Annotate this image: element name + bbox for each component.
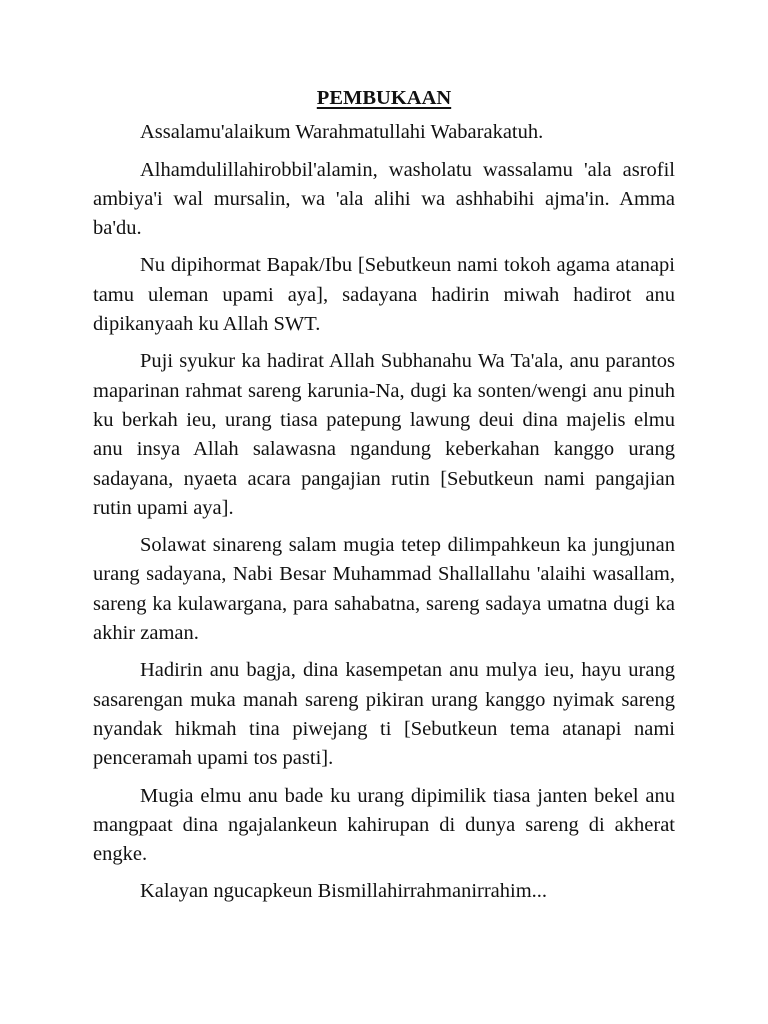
paragraph-bismillah: Kalayan ngucapkeun Bismillahirrahmanirrahim...	[140, 880, 548, 903]
document-title: PEMBUKAAN	[316, 87, 452, 109]
document-page	[93, 84, 675, 915]
paragraph-invitation: Hadirin anu bagja, dina kasempetan anu mulya ieu, hayu urang sasarengan muka manah sareng pikiran urang kanggo nyimak sareng nyandak hikmah tina piwejang ti [Sebutkeun tema atanapi nami penceramah upami tos pasti].	[93, 659, 675, 770]
paragraph-hamdalah: Alhamdulillahirobbil'alamin, washolatu wassalamu 'ala asrofil ambiya'i wal mursalin, wa 'ala alihi wa ashhabihi ajma'in. Amma ba'du.	[93, 158, 675, 240]
paragraph-prayer: Mugia elmu anu bade ku urang dipimilik tiasa janten bekel anu mangpaat dina ngajalankeun kahirupan di dunya sareng di akherat engke.	[93, 784, 675, 866]
paragraph-honorifics: Nu dipihormat Bapak/Ibu [Sebutkeun nami tokoh agama atanapi tamu uleman upami aya], sadayana hadirin miwah hadirot anu dipikanyaah ku Allah SWT.	[93, 254, 675, 336]
paragraph-salawat: Solawat sinareng salam mugia tetep dilimpahkeun ka jungjunan urang sadayana, Nabi Besar Muhammad Shallallahu 'alaihi wasallam, sareng ka kulawargana, para sahabatna, sareng sadaya umatna dugi ka akhir zaman.	[93, 534, 675, 645]
paragraph-gratitude: Puji syukur ka hadirat Allah Subhanahu Wa Ta'ala, anu parantos maparinan rahmat sareng karunia-Na, dugi ka sonten/wengi anu pinuh ku berkah ieu, urang tiasa patepung lawung deui dina majelis elmu anu insya Allah salawasna ngandung keberkahan kanggo urang sadayana, nyaeta acara pangajian rutin [Sebutkeun nami pangajian rutin upami aya].	[93, 350, 675, 519]
paragraph-greeting: Assalamu'alaikum Warahmatullahi Wabarakatuh.	[140, 121, 544, 144]
